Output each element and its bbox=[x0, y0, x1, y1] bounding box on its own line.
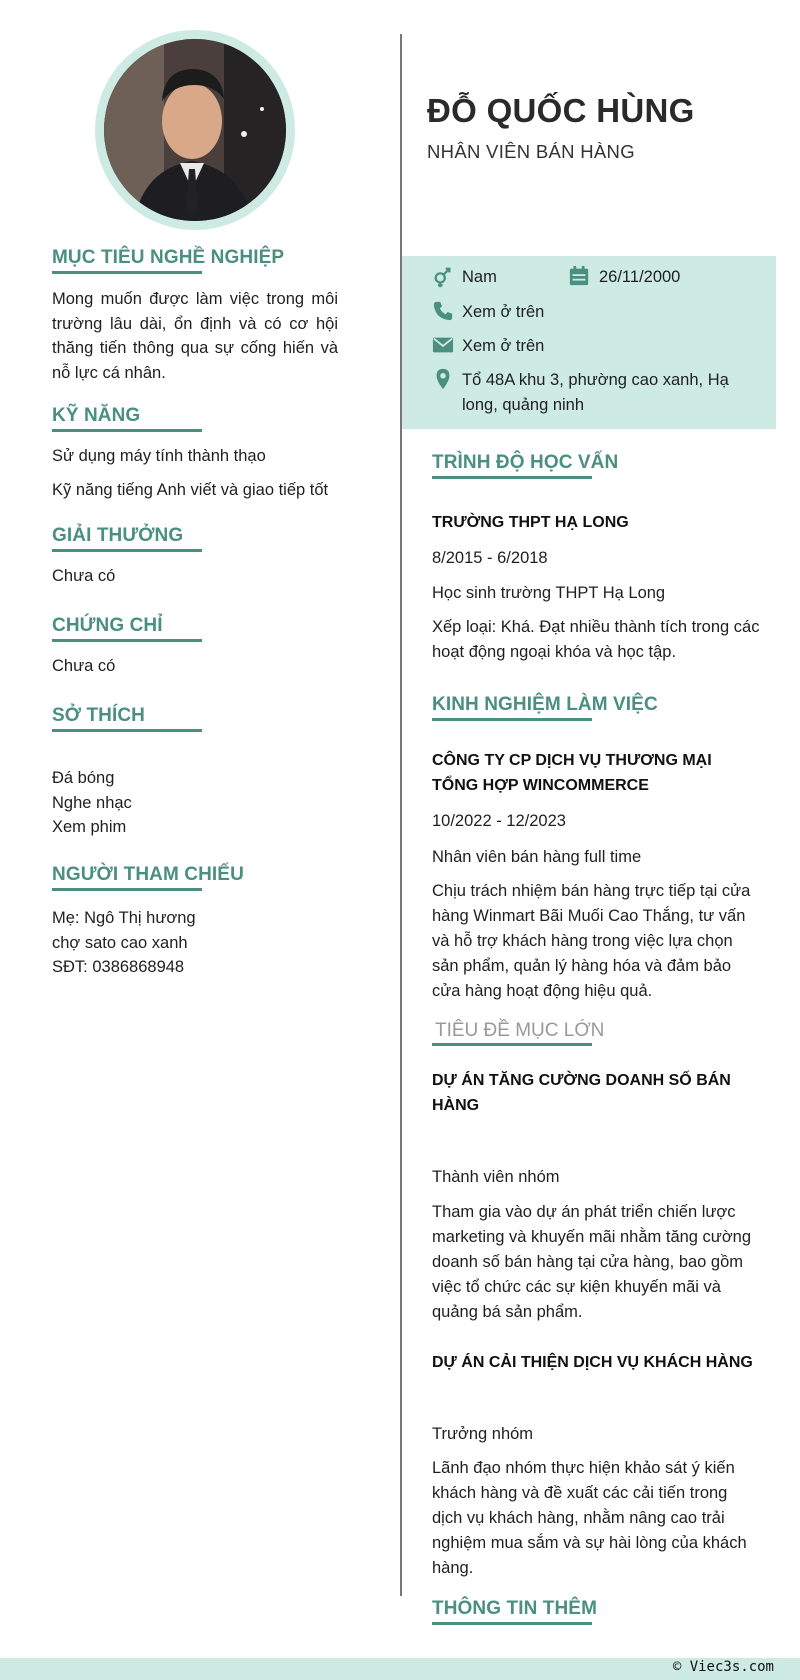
experience-company: CÔNG TY CP DỊCH VỤ THƯƠNG MẠI TỔNG HỢP WINCOMMERCE bbox=[432, 752, 712, 794]
certificates-text: Chưa có bbox=[52, 657, 116, 675]
location-pin-icon bbox=[432, 368, 454, 390]
education-period: 8/2015 - 6/2018 bbox=[432, 549, 548, 567]
project-name: DỰ ÁN CẢI THIỆN DỊCH VỤ KHÁCH HÀNG bbox=[432, 1354, 753, 1371]
experience-description: Chịu trách nhiệm bán hàng trực tiếp tại cửa hàng Winmart Bãi Muối Cao Thắng, tư vấn và hỗ trợ khách hàng trong việc lựa chọn sản phẩm, quản lý hàng hóa và đảm bảo cửa hàng hoạt động hiệu quả. bbox=[432, 882, 751, 1000]
reference-line: Mẹ: Ngô Thị hương bbox=[52, 909, 196, 927]
footer-bar bbox=[0, 1658, 800, 1680]
hobby-item: Xem phim bbox=[52, 818, 127, 836]
phone-icon bbox=[432, 300, 454, 322]
certificates-underline bbox=[52, 639, 202, 642]
experience-underline bbox=[432, 718, 592, 721]
objective-text: Mong muốn được làm việc trong môi trường lâu dài, ổn định và có cơ hội thăng tiến thông qua sự cống hiến và nỗ lực cá nhân. bbox=[52, 290, 338, 382]
certificates-heading: CHỨNG CHỈ bbox=[52, 615, 163, 636]
phone-value: Xem ở trên bbox=[462, 303, 545, 321]
candidate-title: NHÂN VIÊN BÁN HÀNG bbox=[427, 141, 635, 162]
birthday-value: 26/11/2000 bbox=[599, 268, 681, 286]
hobbies-heading: SỞ THÍCH bbox=[52, 705, 146, 726]
awards-text: Chưa có bbox=[52, 567, 116, 585]
objective-heading: MỤC TIÊU NGHỀ NGHIỆP bbox=[52, 247, 285, 268]
project-role: Trưởng nhóm bbox=[432, 1425, 534, 1443]
education-heading: TRÌNH ĐỘ HỌC VẤN bbox=[432, 452, 619, 473]
candidate-name: ĐỖ QUỐC HÙNG bbox=[427, 92, 695, 129]
references-heading: NGƯỜI THAM CHIẾU bbox=[52, 864, 244, 885]
gender-icon bbox=[432, 266, 454, 288]
skill-item: Sử dụng máy tính thành thạo bbox=[52, 447, 266, 465]
education-school: TRƯỜNG THPT HẠ LONG bbox=[432, 514, 629, 531]
reference-line: SĐT: 0386868948 bbox=[52, 958, 185, 976]
skills-underline bbox=[52, 429, 202, 432]
hobbies-underline bbox=[52, 729, 202, 732]
address-value: Tổ 48A khu 3, phường cao xanh, Hạ long, quảng ninh bbox=[462, 371, 729, 414]
objective-underline bbox=[52, 271, 202, 274]
extra-info-underline bbox=[432, 1622, 592, 1625]
awards-heading: GIẢI THƯỞNG bbox=[52, 525, 184, 546]
projects-underline bbox=[432, 1043, 592, 1046]
project-role: Thành viên nhóm bbox=[432, 1168, 560, 1186]
awards-underline bbox=[52, 549, 202, 552]
gender-value: Nam bbox=[462, 268, 497, 286]
experience-heading: KINH NGHIỆM LÀM VIỆC bbox=[432, 694, 658, 715]
hobby-item: Nghe nhạc bbox=[52, 794, 132, 812]
reference-line: chợ sato cao xanh bbox=[52, 934, 188, 952]
calendar-icon bbox=[568, 265, 590, 287]
hobby-item: Đá bóng bbox=[52, 769, 115, 787]
education-description: Xếp loại: Khá. Đạt nhiều thành tích trong các hoạt động ngoại khóa và học tập. bbox=[432, 618, 760, 661]
project-description: Tham gia vào dự án phát triển chiến lược marketing và khuyến mãi nhằm tăng cường doanh số bán hàng tại cửa hàng, bao gồm việc tổ chức các sự kiện khuyến mãi và quảng bá sản phẩm. bbox=[432, 1203, 752, 1321]
project-description: Lãnh đạo nhóm thực hiện khảo sát ý kiến khách hàng và đề xuất các cải tiến trong dịch vụ khách hàng, nhằm nâng cao trải nghiệm mua sắm và sự hài lòng của khách hàng. bbox=[432, 1459, 747, 1577]
project-name: DỰ ÁN TĂNG CƯỜNG DOANH SỐ BÁN HÀNG bbox=[432, 1072, 731, 1114]
references-underline bbox=[52, 888, 202, 891]
skill-item: Kỹ năng tiếng Anh viết và giao tiếp tốt bbox=[52, 481, 329, 499]
experience-role: Nhân viên bán hàng full time bbox=[432, 848, 642, 866]
experience-period: 10/2022 - 12/2023 bbox=[432, 812, 566, 830]
footer-credit: © Viec3s.com bbox=[672, 1659, 774, 1675]
person-photo-icon bbox=[104, 39, 286, 221]
skills-heading: KỸ NĂNG bbox=[52, 405, 141, 426]
extra-info-heading: THÔNG TIN THÊM bbox=[432, 1598, 597, 1619]
email-icon bbox=[432, 334, 454, 356]
email-value: Xem ở trên bbox=[462, 337, 545, 355]
education-underline bbox=[432, 476, 592, 479]
projects-heading: TIÊU ĐỀ MỤC LỚN bbox=[435, 1020, 605, 1041]
education-role: Học sinh trường THPT Hạ Long bbox=[432, 584, 666, 602]
avatar bbox=[104, 39, 286, 221]
